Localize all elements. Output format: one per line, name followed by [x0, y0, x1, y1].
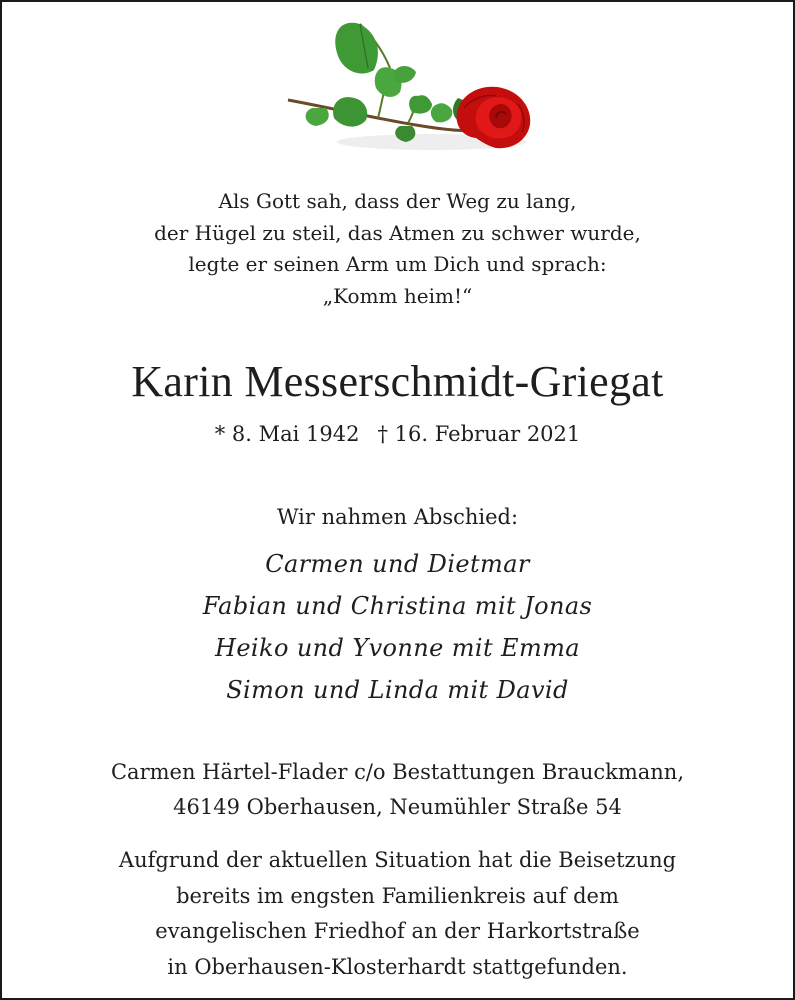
poem-line: Als Gott sah, dass der Weg zu lang, — [218, 189, 577, 213]
mourner-line: Heiko und Yvonne mit Emma — [215, 634, 580, 662]
mourners-list — [0, 543, 795, 711]
poem-line: legte er seinen Arm um Dich und sprach: — [188, 252, 607, 276]
rose-icon — [282, 8, 544, 168]
burial-notice — [0, 843, 795, 985]
life-dates — [0, 420, 795, 448]
notice-line: in Oberhausen-Klosterhardt stattgefunden. — [167, 954, 628, 979]
address-line: Carmen Härtel-Flader c/o Bestattungen Brauckmann, — [110, 760, 685, 784]
poem-line: der Hügel zu steil, das Atmen zu schwer wurde, — [154, 220, 641, 245]
death-date: † 16. Februar 2021 — [377, 422, 581, 446]
mourner-line: Fabian und Christina mit Jonas — [202, 592, 593, 620]
address-line: 46149 Oberhausen, Neumühler Straße 54 — [173, 795, 622, 819]
contact-address — [0, 755, 795, 825]
poem — [0, 186, 795, 312]
birth-date: * 8. Mai 1942 — [214, 422, 360, 446]
notice-line: bereits im engsten Familienkreis auf dem — [176, 883, 619, 908]
notice-line: evangelischen Friedhof an der Harkortstraße — [155, 919, 640, 943]
mourner-line: Simon und Linda mit David — [226, 676, 569, 704]
deceased-name: Karin Messerschmidt-Griegat — [131, 357, 664, 406]
mourner-line: Carmen und Dietmar — [265, 550, 530, 578]
poem-line: „Komm heim!“ — [322, 283, 473, 308]
notice-line: Aufgrund der aktuellen Situation hat die Beisetzung — [118, 848, 677, 872]
farewell-heading: Wir nahmen Abschied: — [276, 505, 519, 529]
